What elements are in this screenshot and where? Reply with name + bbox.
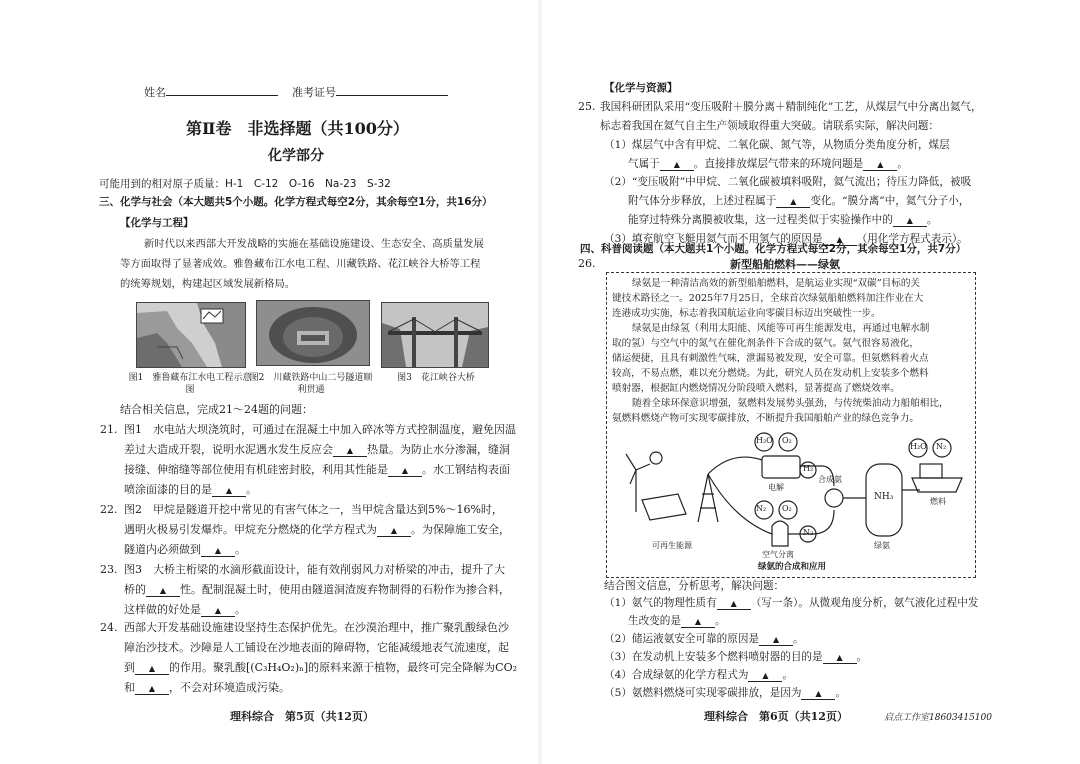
q26-1-line-2: 生改变的是 ▲ 。 xyxy=(628,615,726,627)
q21-line-1: 图1 水电站大坝浇筑时，可通过在混凝土中加入碎冰等方式控制温度，避免因温 xyxy=(124,423,516,436)
box-line-5: 取的氢）与空气中的氮气在催化剂条件下合成的氨气。氨气很容易液化， xyxy=(612,338,919,349)
box-line-9: 随着全球环保意识增强，氨燃料发展势头强劲，与传统柴油动力船舶相比， xyxy=(632,398,949,409)
label-green-ammonia: 绿氨 xyxy=(874,541,890,550)
q21-number: 21. xyxy=(100,423,118,436)
part4-heading: 四、科普阅读题（本大题共1个小题。化学方程式每空2分，其余每空1分，共7分） xyxy=(580,243,967,255)
fig2-image xyxy=(256,300,370,366)
q24-text-4a: 和 xyxy=(124,681,135,694)
q24-blank-1[interactable]: ▲ xyxy=(135,663,169,675)
q22-blank-2[interactable]: ▲ xyxy=(201,545,235,557)
q25-line-2: 标志着我国在氦气自主生产领域取得重大突破。请联系实际，解决问题： xyxy=(600,120,939,132)
bubble-h2o-right: H₂O xyxy=(910,442,927,451)
q25-2-blank-2[interactable]: ▲ xyxy=(893,215,927,227)
q25-2-line-2 xyxy=(628,191,969,211)
q26-5-line: （5）氨燃料燃烧可实现零碳排放，是因为 ▲ 。 xyxy=(604,687,847,699)
q25-1-blank-1[interactable]: ▲ xyxy=(660,159,694,171)
fig1-caption: 图1 雅鲁藏布江水电工程示意图 xyxy=(128,373,252,395)
diagram-caption: 绿氨的合成和应用 xyxy=(758,562,827,572)
q26-4-line: （4）合成绿氨的化学方程式为 ▲ 。 xyxy=(604,669,794,681)
q21-text-3a: 接缝、伸缩缝等部位使用有机硅密封胶，利用其性能是 xyxy=(124,463,388,476)
q24-text-4b: ，不会对环境造成污染。 xyxy=(169,681,290,694)
q24-line-1: 西部大开发基础设施建设坚持生态保护优先。在沙漠治理中，推广聚乳酸绿色沙 xyxy=(124,621,509,634)
q22-blank-1[interactable]: ▲ xyxy=(377,525,411,537)
q26-lead: 结合图文信息，分析思考，解决问题： xyxy=(604,580,785,592)
part3-heading: 三、化学与社会（本大题共5个小题。化学方程式每空2分，其余每空1分，共16分） xyxy=(99,196,493,208)
q25-1-text-b: 。直接排放煤层气带来的环境问题是 xyxy=(693,158,864,170)
q22-line-2 xyxy=(124,520,510,540)
tank-nh3: NH₃ xyxy=(874,492,894,502)
bubble-h2o-top: H₂O xyxy=(756,436,773,445)
q22-text-2b: 。为保障施工安全， xyxy=(411,523,510,536)
exam-no-line xyxy=(336,85,448,96)
q26-2-blank[interactable]: ▲ xyxy=(759,634,793,646)
q24-line-4 xyxy=(124,678,290,698)
section-title: 第Ⅱ卷 非选择题（共100分） xyxy=(186,119,409,138)
page-gutter xyxy=(538,0,542,764)
q22-text-3a: 隧道内必须做到 xyxy=(124,543,201,556)
label-air-separation: 空气分离 xyxy=(762,550,794,559)
q23-line-2 xyxy=(124,580,510,600)
q22-number: 22. xyxy=(100,503,118,516)
q25-2-text-b: 变化。“膜分离”中，氦气分子小， xyxy=(810,195,970,207)
q26-3-blank[interactable]: ▲ xyxy=(823,652,857,664)
q25-3-text-a: （3）填充航空飞艇用氦气而不用氢气的原因是 xyxy=(604,233,823,245)
intro-line-1: 新时代以来西部大开发战略的实施在基础设施建设、生态安全、高质量发展 xyxy=(144,238,484,250)
q26-1-text-b: （写一条）。从微观角度分析，氨气液化过程中发 xyxy=(750,597,979,609)
studio-stamp: 启点工作室18603415100 xyxy=(884,713,992,723)
q26-1-blank-2[interactable]: ▲ xyxy=(681,616,715,628)
bubble-o2-bottom: O₂ xyxy=(782,504,792,513)
box-line-3: 连港成功实施，标志着我国航运业向零碳目标迈出突破性一步。 xyxy=(612,308,881,319)
q22-text-2a: 遇明火极易引发爆炸。甲烷充分燃烧的化学方程式为 xyxy=(124,523,377,536)
name-field xyxy=(144,84,278,102)
q24-line-2: 障治沙技术。沙障是人工铺设在沙地表面的障碍物，它能减缓地表气流速度，起 xyxy=(124,641,509,654)
q25-line-1: 我国科研团队采用“变压吸附＋膜分离＋精制纯化”工艺，从煤层气中分离出氦气， xyxy=(600,101,982,113)
q23-blank-2[interactable]: ▲ xyxy=(201,605,235,617)
q23-line-1: 图3 大桥主桁梁的水滴形截面设计，能有效削弱风力对桥梁的冲击，提升了大 xyxy=(124,563,505,576)
bubble-n2: N₂ xyxy=(803,528,814,537)
q26-4-text: （4）合成绿氨的化学方程式为 xyxy=(604,669,749,681)
q25-1-line-2: 气属于 ▲ 。直接排放煤层气带来的环境问题是 ▲ 。 xyxy=(628,158,908,170)
intro-line-2: 等方面取得了显著成效。雅鲁藏布江水电工程、川藏铁路、花江峡谷大桥等工程 xyxy=(120,258,481,270)
topic-resources: 【化学与资源】 xyxy=(604,82,678,94)
bubble-o2-top: O₂ xyxy=(782,436,792,445)
name-line xyxy=(166,85,278,96)
q25-2-line-1: （2）“变压吸附”中甲烷、二氧化碳被填料吸附，氦气流出；待压力降低，被吸 xyxy=(604,176,972,188)
q24-line-3 xyxy=(124,658,517,678)
name-label: 姓名 xyxy=(144,86,166,99)
topic-engineering: 【化学与工程】 xyxy=(120,217,194,229)
box-line-2: 键技术路径之一。2025年7月25日，全球首次绿氨船舶燃料加注作业在大 xyxy=(612,293,924,304)
fig3-caption: 图3 花江峡谷大桥 xyxy=(397,373,475,383)
fig1-image xyxy=(136,302,246,368)
q26-1-text-c: 生改变的是 xyxy=(628,615,681,627)
q26-2-line: （2）储运液氨安全可靠的原因是 ▲ 。 xyxy=(604,633,804,645)
box-line-1: 绿氨是一种清洁高效的新型船舶燃料，是航运业实现“双碳”目标的关 xyxy=(632,278,921,289)
q21-text-4a: 喷涂面漆的目的是 xyxy=(124,483,212,496)
q21-blank-1[interactable]: ▲ xyxy=(333,445,367,457)
q21-blank-2[interactable]: ▲ xyxy=(388,465,422,477)
atomic-masses: 可能用到的相对原子质量：H-1 C-12 O-16 Na-23 S-32 xyxy=(99,178,391,190)
green-ammonia-diagram xyxy=(612,430,968,572)
q22-line-3: 隧道内必须做到 ▲ 。 xyxy=(124,543,246,556)
bubble-n2-left: N₂ xyxy=(756,504,767,513)
q25-1-line-1: （1）煤层气中含有甲烷、二氧化碳、氮气等，从物质分类角度分析，煤层 xyxy=(604,139,950,151)
label-fuel: 燃料 xyxy=(930,497,946,506)
combine-line: 结合相关信息，完成21～24题的问题： xyxy=(120,403,313,416)
q26-5-blank[interactable]: ▲ xyxy=(801,688,835,700)
q23-number: 23. xyxy=(100,563,118,576)
box-line-8: 喷射器，根据缸内燃烧情况分阶段喷入燃料，显著提高了燃烧效率。 xyxy=(612,383,900,394)
q24-number: 24. xyxy=(100,621,118,634)
q21-line-2 xyxy=(124,440,510,460)
q23-blank-1[interactable]: ▲ xyxy=(146,585,180,597)
q21-text-2a: 差过大造成开裂，说明水泥遇水发生反应会 xyxy=(124,443,333,456)
q25-2-text-a: 附气体分步释放，上述过程属于 xyxy=(628,195,777,207)
q21-text-3b: 。水工钢结构表面 xyxy=(422,463,510,476)
q24-blank-2[interactable]: ▲ xyxy=(135,683,169,695)
fig3-image xyxy=(381,302,489,368)
q26-1-blank-1[interactable]: ▲ xyxy=(717,598,751,610)
q21-line-3 xyxy=(124,460,510,480)
q25-number: 25. xyxy=(578,100,596,113)
intro-line-3: 的统筹规划，构建起区域发展新格局。 xyxy=(120,278,296,290)
subject-title: 化学部分 xyxy=(268,148,324,164)
q25-1-text-a: 气属于 xyxy=(628,158,660,170)
exam-no-field xyxy=(292,84,448,102)
box-line-4: 绿氨是由绿氢（利用太阳能、风能等可再生能源发电，再通过电解水制 xyxy=(632,323,930,334)
q25-3-blank[interactable]: ▲ xyxy=(823,234,857,246)
q25-2-blank-1[interactable]: ▲ xyxy=(776,196,810,208)
fig2-caption: 图2 川藏铁路中山二号隧道顺利贯通 xyxy=(249,373,373,395)
q24-text-3a: 到 xyxy=(124,661,135,674)
q26-title: 新型船舶燃料——绿氨 xyxy=(730,258,840,271)
q26-4-blank[interactable]: ▲ xyxy=(748,670,782,682)
q26-1-line-1 xyxy=(604,593,978,613)
q23-text-3a: 这样做的好处是 xyxy=(124,603,201,616)
q26-5-text: （5）氨燃料燃烧可实现零碳排放，是因为 xyxy=(604,687,802,699)
box-line-6: 储运便捷，且具有刺激性气味，泄漏易被发现，安全可靠。但氨燃料着火点 xyxy=(612,353,929,364)
q21-line-4: 喷涂面漆的目的是 ▲ 。 xyxy=(124,483,257,496)
q23-text-2a: 桥的 xyxy=(124,583,146,596)
q25-2-text-c: 能穿过特殊分离膜被收集，这一过程类似于实验操作中的 xyxy=(628,214,893,226)
label-electrolysis: 电解 xyxy=(768,483,784,492)
q26-3-text: （3）在发动机上安装多个燃料喷射器的目的是 xyxy=(604,651,823,663)
q26-number: 26. xyxy=(578,257,596,270)
q24-text-3b: 的作用。聚乳酸[(C₃H₄O₂)ₙ]的原料来源于植物，最终可完全降解为CO₂ xyxy=(169,661,518,674)
box-line-10: 氨燃料燃烧产物可实现零碳排放，不断提升我国船舶产业的绿色竞争力。 xyxy=(612,413,919,424)
q23-line-3: 这样做的好处是 ▲ 。 xyxy=(124,603,246,616)
q26-2-text: （2）储运液氨安全可靠的原因是 xyxy=(604,633,760,645)
left-footer: 理科综合 第5页（共12页） xyxy=(230,710,374,723)
right-footer: 理科综合 第6页（共12页） xyxy=(704,710,848,723)
box-line-7: 较高，不易点燃，难以充分燃烧。为此，研究人员在发动机上安装多个燃料 xyxy=(612,368,929,379)
q22-line-1: 图2 甲烷是隧道开挖中常见的有害气体之一，当甲烷含量达到5%～16%时， xyxy=(124,503,503,516)
label-renewable: 可再生能源 xyxy=(652,541,692,550)
q26-3-line: （3）在发动机上安装多个燃料喷射器的目的是 ▲ 。 xyxy=(604,651,868,663)
q26-1-text-a: （1）氨气的物理性质有 xyxy=(604,597,717,609)
q21-blank-3[interactable]: ▲ xyxy=(212,485,246,497)
q25-2-line-3: 能穿过特殊分离膜被收集，这一过程类似于实验操作中的 ▲ 。 xyxy=(628,214,938,226)
bubble-h2: H₂ xyxy=(803,464,814,473)
exam-no-label: 准考证号 xyxy=(292,86,336,99)
bubble-n2-right: N₂ xyxy=(936,442,947,451)
q21-text-2b: 热量。为防止水分渗漏，缝洞 xyxy=(367,443,510,456)
q25-1-blank-2[interactable]: ▲ xyxy=(863,159,897,171)
q23-text-2b: 性。配制混凝土时，使用由隧道洞渣废弃物制得的石粉作为掺合料， xyxy=(180,583,510,596)
label-synthesis: 合成氨 xyxy=(818,475,842,484)
q25-3-text-b: （用化学方程式表示）。 xyxy=(856,233,968,245)
